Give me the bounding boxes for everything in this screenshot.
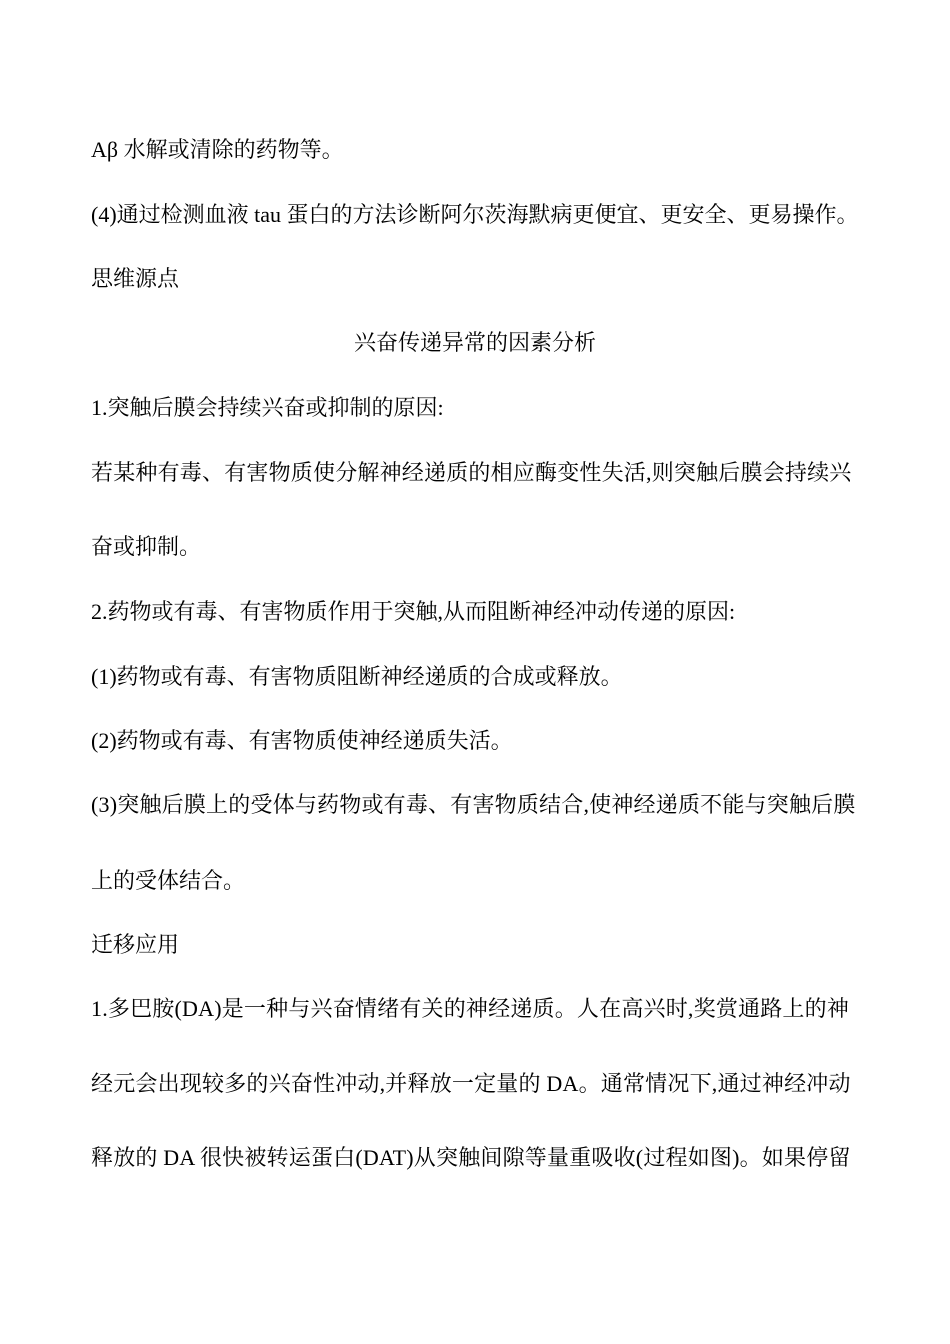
text-line-9: (1)药物或有毒、有害物质阻断神经递质的合成或释放。 (91, 664, 623, 689)
text-line-10: (2)药物或有毒、有害物质使神经递质失活。 (91, 728, 513, 753)
section-title-centered: 兴奋传递异常的因素分析 (353, 330, 596, 355)
text-line-2: (4)通过检测血液 tau 蛋白的方法诊断阿尔茨海默病更便宜、更安全、更易操作。 (91, 202, 859, 227)
section-heading-thinking-source: 思维源点 (91, 266, 180, 291)
text-line-11: (3)突触后膜上的受体与药物或有毒、有害物质结合,使神经递质不能与突触后膜 (91, 792, 856, 817)
text-line-15: 经元会出现较多的兴奋性冲动,并释放一定量的 DA。通常情况下,通过神经冲动 (91, 1071, 851, 1096)
text-line-16: 释放的 DA 很快被转运蛋白(DAT)从突触间隙等量重吸收(过程如图)。如果停留 (91, 1145, 851, 1170)
text-line-12: 上的受体结合。 (91, 868, 246, 893)
text-line-6: 若某种有毒、有害物质使分解神经递质的相应酶变性失活,则突触后膜会持续兴 (91, 460, 852, 485)
text-line-14: 1.多巴胺(DA)是一种与兴奋情绪有关的神经递质。人在高兴时,奖赏通路上的神 (91, 996, 850, 1021)
text-line-5: 1.突触后膜会持续兴奋或抑制的原因: (91, 395, 444, 420)
text-line-7: 奋或抑制。 (91, 534, 202, 559)
section-heading-transfer-application: 迁移应用 (91, 932, 180, 957)
text-line-1: Aβ 水解或清除的药物等。 (91, 137, 344, 162)
text-line-8: 2.药物或有毒、有害物质作用于突触,从而阻断神经冲动传递的原因: (91, 599, 736, 624)
